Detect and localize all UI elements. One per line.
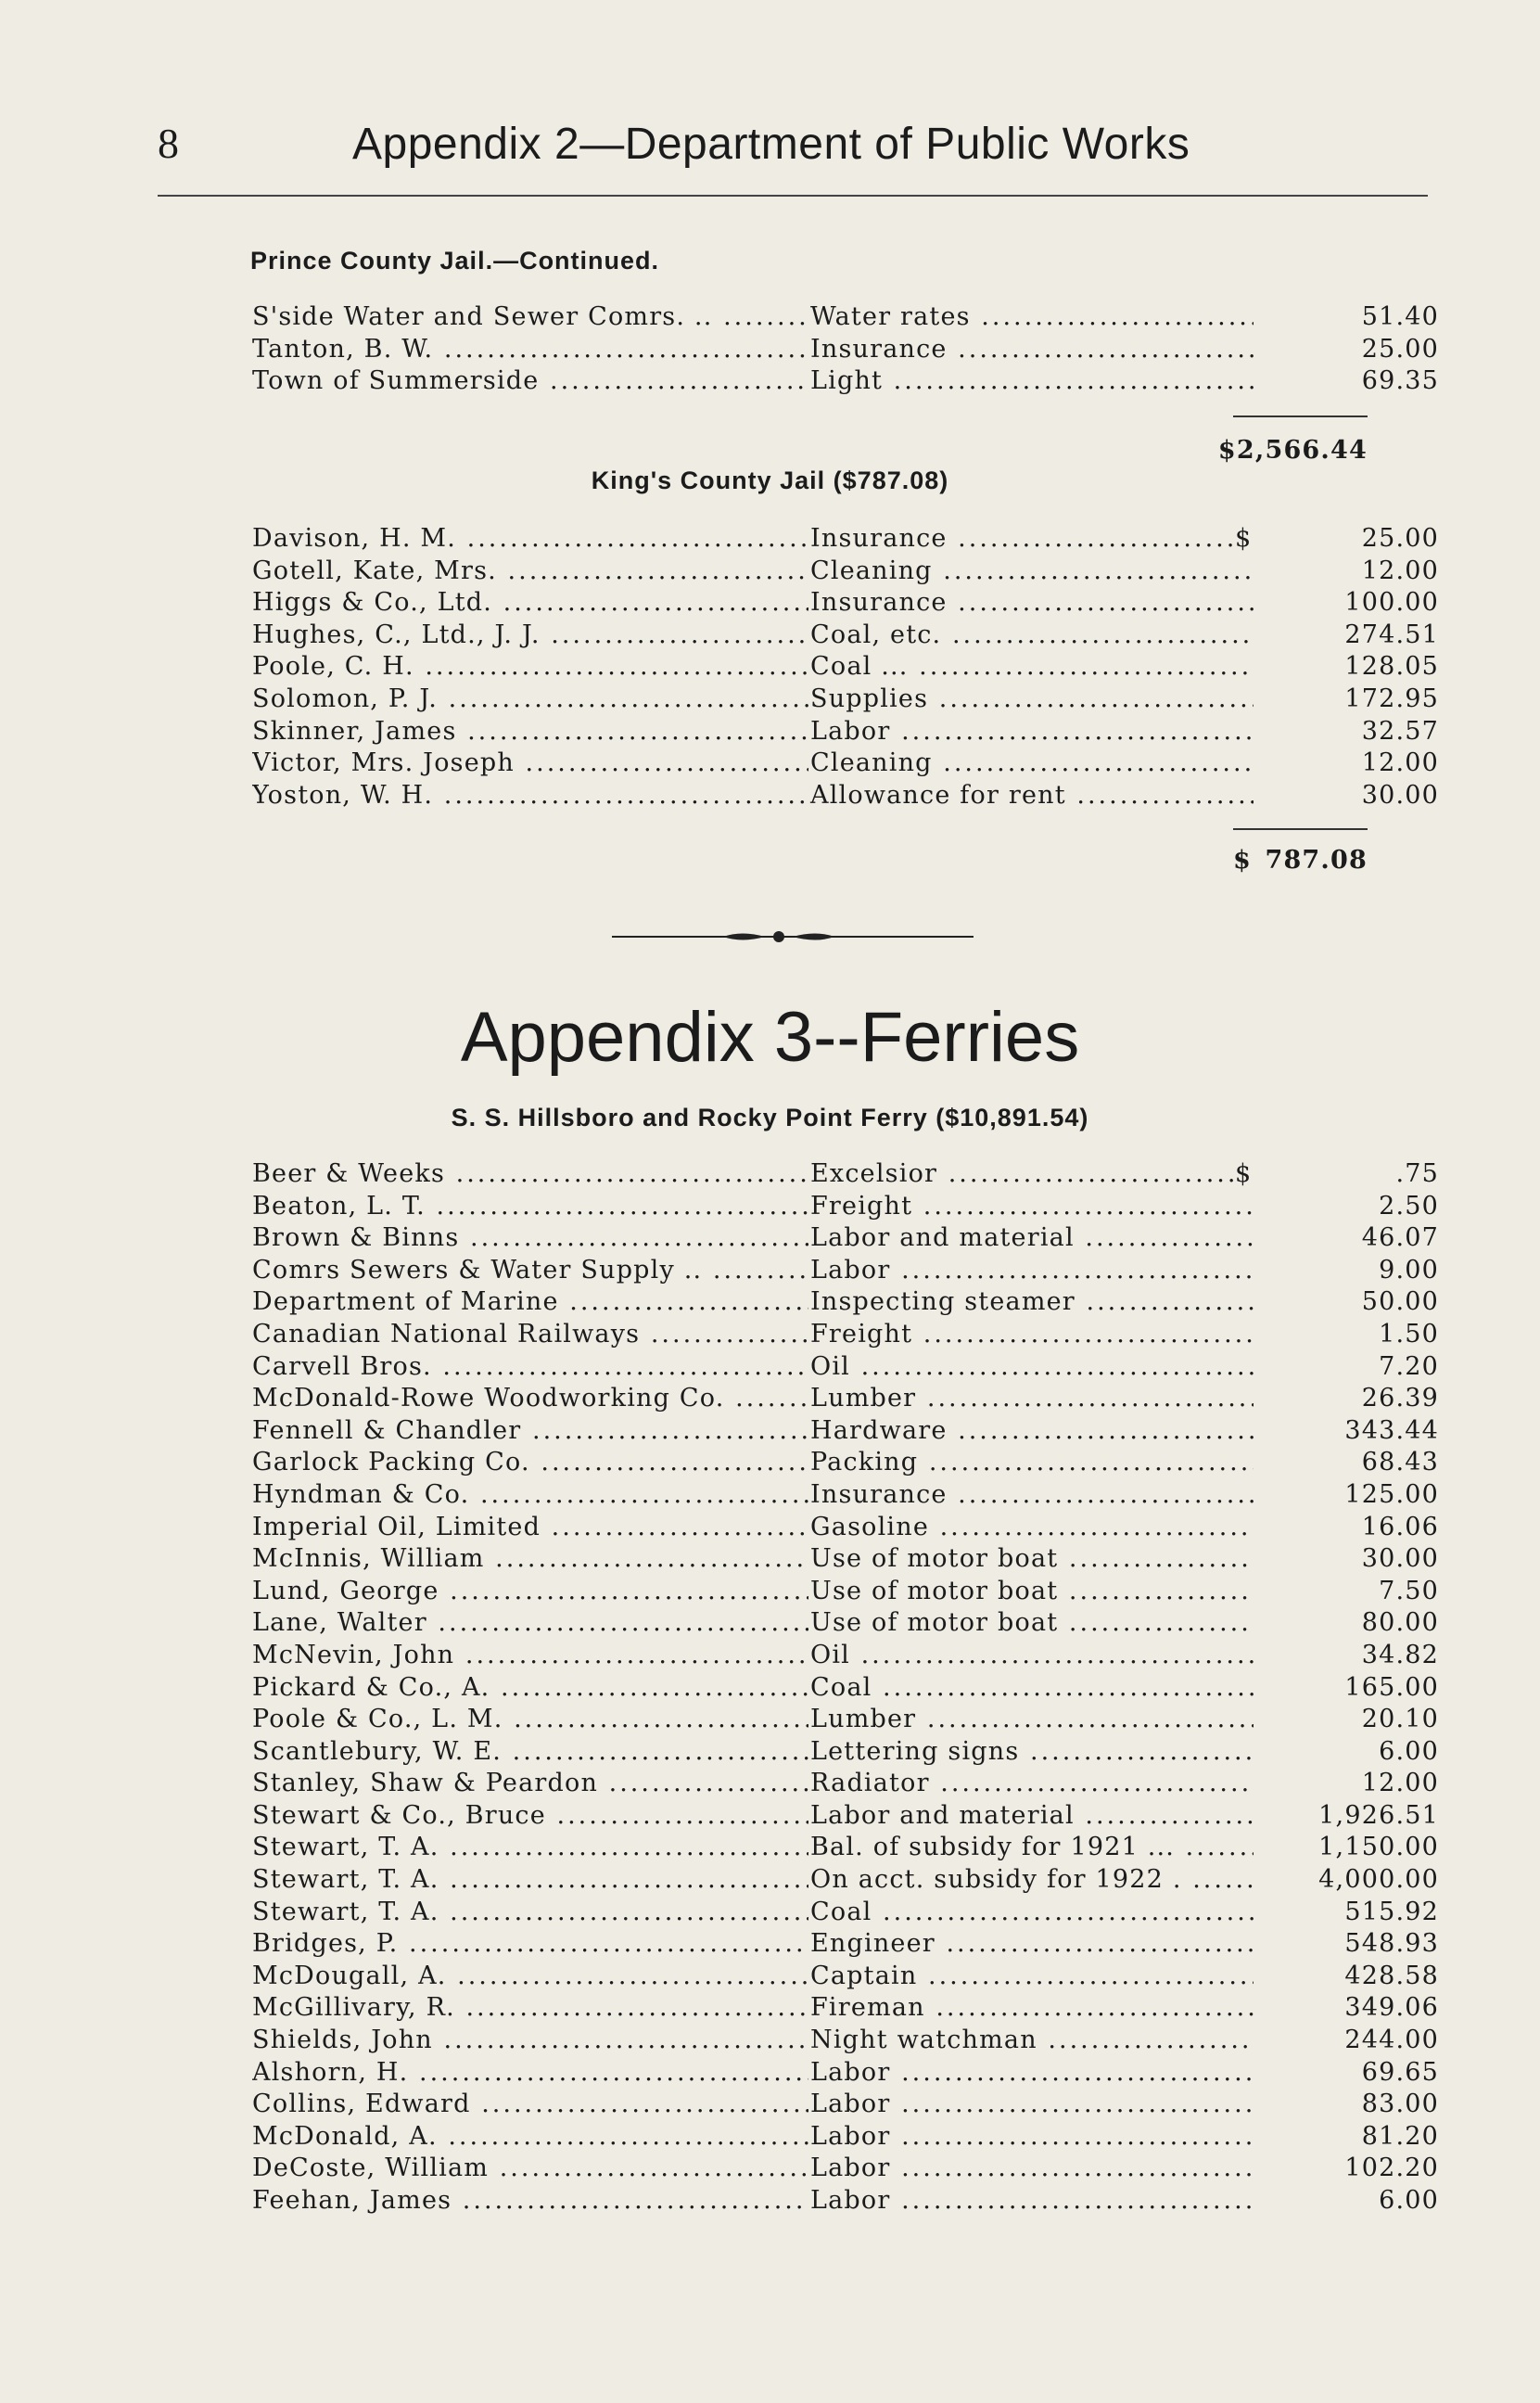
amount: 30.00 <box>1254 780 1439 812</box>
payee-name: Tanton, B. W. ..... <box>252 334 808 365</box>
payee-name: Hyndman & Co. ..... <box>252 1479 808 1511</box>
ferry-heading: S. S. Hillsboro and Rocky Point Ferry ($10,891.54) <box>451 1104 1089 1131</box>
kings-total <box>1159 846 1368 875</box>
expense-item: Fireman ..... <box>808 1992 1330 2024</box>
prince-total-value: $2,566.44 <box>1217 436 1368 465</box>
payee-name: Stewart, T. A. ..... <box>252 1832 808 1863</box>
table-row <box>252 2025 1439 2057</box>
payee-name: McDougall, A. ..... <box>252 1961 808 1992</box>
expense-item: Coal ... ..... <box>808 651 1330 683</box>
expense-item: Captain ..... <box>808 1961 1330 1992</box>
prince-heading: Prince County Jail.—Continued. <box>250 247 660 275</box>
table-row <box>252 716 1439 748</box>
table-row <box>252 1351 1439 1384</box>
amount: 50.00 <box>1254 1286 1439 1318</box>
amount: 102.20 <box>1254 2153 1439 2184</box>
expense-item: Insurance ..... <box>808 523 1330 555</box>
amount: 1.50 <box>1254 1319 1439 1350</box>
amount: 7.20 <box>1254 1351 1439 1383</box>
payee-name: Department of Marine ..... <box>252 1286 808 1318</box>
payee-name: Stewart, T. A. ..... <box>252 1897 808 1928</box>
table-row <box>252 748 1439 780</box>
expense-item: Use of motor boat ..... <box>808 1543 1330 1575</box>
amount: 34.82 <box>1254 1640 1439 1671</box>
payee-name: Beaton, L. T. ..... <box>252 1191 808 1222</box>
payee-name: S'side Water and Sewer Comrs. .. ..... <box>252 301 808 333</box>
expense-item: Labor ..... <box>808 2121 1330 2153</box>
expense-item: Freight ..... <box>808 1191 1330 1222</box>
kings-total-dollar: $ <box>1233 846 1252 875</box>
kings-total-value: 787.08 <box>1265 846 1368 875</box>
expense-item: On acct. subsidy for 1922 . ..... <box>808 1864 1330 1896</box>
expense-item: Radiator ..... <box>808 1768 1330 1799</box>
payee-name: McDonald, A. ..... <box>252 2121 808 2153</box>
table-row <box>252 1961 1439 1993</box>
expense-item: Cleaning ..... <box>808 748 1330 779</box>
table-row <box>252 1992 1439 2025</box>
payee-name: Skinner, James ..... <box>252 716 808 748</box>
table-row <box>252 1672 1439 1705</box>
table-row <box>252 1286 1439 1319</box>
payee-name: Stewart & Co., Bruce ..... <box>252 1800 808 1832</box>
table-row <box>252 556 1439 588</box>
ferry-table <box>252 1158 1439 2218</box>
payee-name: McNevin, John ..... <box>252 1640 808 1671</box>
expense-item: Labor and material ..... <box>808 1222 1330 1254</box>
payee-name: DeCoste, William ..... <box>252 2153 808 2184</box>
payee-name: Alshorn, H. ..... <box>252 2057 808 2089</box>
table-row <box>252 1576 1439 1608</box>
amount: 4,000.00 <box>1254 1864 1439 1896</box>
payee-name: Solomon, P. J. ..... <box>252 684 808 715</box>
expense-item: Insurance ..... <box>808 1479 1330 1511</box>
payee-name: Davison, H. M. ..... <box>252 523 808 555</box>
amount: 69.35 <box>1254 365 1439 397</box>
expense-item: Oil ..... <box>808 1351 1330 1383</box>
expense-item: Lettering signs ..... <box>808 1736 1330 1768</box>
amount: 2.50 <box>1254 1191 1439 1222</box>
payee-name: Canadian National Railways ..... <box>252 1319 808 1350</box>
expense-item: Labor ..... <box>808 2089 1330 2120</box>
table-row <box>252 1222 1439 1255</box>
header-rule <box>158 195 1428 197</box>
table-row <box>252 2185 1439 2218</box>
table-row <box>252 1864 1439 1897</box>
expense-item: Insurance ..... <box>808 587 1330 619</box>
payee-name: Brown & Binns ..... <box>252 1222 808 1254</box>
amount: 26.39 <box>1254 1383 1439 1414</box>
table-row <box>252 1158 1439 1191</box>
payee-name: Higgs & Co., Ltd. ..... <box>252 587 808 619</box>
payee-name: Carvell Bros. ..... <box>252 1351 808 1383</box>
amount: 274.51 <box>1254 620 1439 651</box>
kings-total-rule <box>1233 828 1368 830</box>
payee-name: Garlock Packing Co. ..... <box>252 1447 808 1478</box>
table-row <box>252 1607 1439 1640</box>
amount: 9.00 <box>1254 1255 1439 1286</box>
expense-item: Gasoline ..... <box>808 1512 1330 1543</box>
table-row <box>252 1736 1439 1769</box>
amount: 172.95 <box>1254 684 1439 715</box>
expense-item: Coal ..... <box>808 1897 1330 1928</box>
table-row <box>252 1255 1439 1287</box>
table-row <box>252 1191 1439 1223</box>
payee-name: Stewart, T. A. ..... <box>252 1864 808 1896</box>
table-row <box>252 1512 1439 1544</box>
payee-name: Town of Summerside ..... <box>252 365 808 397</box>
expense-item: Labor and material ..... <box>808 1800 1330 1832</box>
expense-item: Inspecting steamer ..... <box>808 1286 1330 1318</box>
amount: 12.00 <box>1254 748 1439 779</box>
amount: 548.93 <box>1254 1928 1439 1960</box>
expense-item: Labor ..... <box>808 2153 1330 2184</box>
expense-item: Bal. of subsidy for 1921 ... ..... <box>808 1832 1330 1863</box>
prince-table <box>252 301 1439 398</box>
expense-item: Cleaning ..... <box>808 556 1330 587</box>
expense-item: Labor ..... <box>808 2057 1330 2089</box>
table-row <box>252 1543 1439 1576</box>
page-number: 8 <box>158 120 179 167</box>
payee-name: Comrs Sewers & Water Supply .. ..... <box>252 1255 808 1286</box>
table-row <box>252 587 1439 620</box>
expense-item: Lumber ..... <box>808 1704 1330 1735</box>
payee-name: Gotell, Kate, Mrs. ..... <box>252 556 808 587</box>
payee-name: Poole & Co., L. M. ..... <box>252 1704 808 1735</box>
table-row <box>252 2153 1439 2185</box>
amount: 100.00 <box>1254 587 1439 619</box>
expense-item: Supplies ..... <box>808 684 1330 715</box>
payee-name: Yoston, W. H. ..... <box>252 780 808 812</box>
payee-name: McInnis, William ..... <box>252 1543 808 1575</box>
table-row <box>252 1832 1439 1864</box>
prince-total <box>1159 436 1368 465</box>
expense-item: Insurance ..... <box>808 334 1330 365</box>
expense-item: Coal, etc. ..... <box>808 620 1330 651</box>
table-row <box>252 620 1439 652</box>
amount: 128.05 <box>1254 651 1439 683</box>
table-row <box>252 1704 1439 1736</box>
table-row <box>252 2057 1439 2090</box>
table-row <box>252 684 1439 716</box>
payee-name: Fennell & Chandler ..... <box>252 1415 808 1447</box>
expense-item: Water rates ..... <box>808 301 1330 333</box>
amount: 81.20 <box>1254 2121 1439 2153</box>
amount: 165.00 <box>1254 1672 1439 1704</box>
payee-name: Scantlebury, W. E. ..... <box>252 1736 808 1768</box>
table-row <box>252 334 1439 366</box>
table-row <box>252 2089 1439 2121</box>
table-row <box>252 1768 1439 1800</box>
amount: 83.00 <box>1254 2089 1439 2120</box>
payee-name: Stanley, Shaw & Peardon ..... <box>252 1768 808 1799</box>
expense-item: Use of motor boat ..... <box>808 1576 1330 1607</box>
table-row <box>252 301 1439 334</box>
expense-item: Use of motor boat ..... <box>808 1607 1330 1639</box>
amount: 69.65 <box>1254 2057 1439 2089</box>
expense-item: Lumber ..... <box>808 1383 1330 1414</box>
expense-item: Light ..... <box>808 365 1330 397</box>
expense-item: Excelsior ..... <box>808 1158 1330 1190</box>
amount: 125.00 <box>1254 1479 1439 1511</box>
payee-name: Shields, John ..... <box>252 2025 808 2056</box>
amount: 51.40 <box>1254 301 1439 333</box>
payee-name: Poole, C. H. ..... <box>252 651 808 683</box>
table-row <box>252 1415 1439 1448</box>
kings-table <box>252 523 1439 812</box>
amount: 7.50 <box>1254 1576 1439 1607</box>
amount: 1,926.51 <box>1254 1800 1439 1832</box>
expense-item: Hardware ..... <box>808 1415 1330 1447</box>
expense-item: Allowance for rent ..... <box>808 780 1330 812</box>
expense-item: Night watchman ..... <box>808 2025 1330 2056</box>
table-row <box>252 1319 1439 1351</box>
payee-name: McDonald-Rowe Woodworking Co. ..... <box>252 1383 808 1414</box>
table-row <box>252 1383 1439 1415</box>
payee-name: Beer & Weeks ..... <box>252 1158 808 1190</box>
amount: 25.00 <box>1254 523 1439 555</box>
amount: .75 <box>1254 1158 1439 1190</box>
expense-item: Packing ..... <box>808 1447 1330 1478</box>
amount: 20.10 <box>1254 1704 1439 1735</box>
running-title: Appendix 2—Department of Public Works <box>352 120 1190 169</box>
expense-item: Engineer ..... <box>808 1928 1330 1960</box>
expense-item: Labor ..... <box>808 2185 1330 2217</box>
dollar-sign: $ <box>1235 523 1272 555</box>
amount: 6.00 <box>1254 1736 1439 1768</box>
table-row <box>252 1479 1439 1512</box>
payee-name: Pickard & Co., A. ..... <box>252 1672 808 1704</box>
amount: 25.00 <box>1254 334 1439 365</box>
expense-item: Oil ..... <box>808 1640 1330 1671</box>
expense-item: Freight ..... <box>808 1319 1330 1350</box>
payee-name: Lane, Walter ..... <box>252 1607 808 1639</box>
payee-name: Collins, Edward ..... <box>252 2089 808 2120</box>
payee-name: McGillivary, R. ..... <box>252 1992 808 2024</box>
payee-name: Feehan, James ..... <box>252 2185 808 2217</box>
amount: 68.43 <box>1254 1447 1439 1478</box>
kings-heading: King's County Jail ($787.08) <box>591 467 949 494</box>
amount: 32.57 <box>1254 716 1439 748</box>
amount: 343.44 <box>1254 1415 1439 1447</box>
table-row <box>252 1897 1439 1929</box>
payee-name: Victor, Mrs. Joseph ..... <box>252 748 808 779</box>
payee-name: Imperial Oil, Limited ..... <box>252 1512 808 1543</box>
payee-name: Bridges, P. ..... <box>252 1928 808 1960</box>
table-row <box>252 651 1439 684</box>
amount: 16.06 <box>1254 1512 1439 1543</box>
dollar-sign: $ <box>1235 1158 1272 1190</box>
amount: 6.00 <box>1254 2185 1439 2217</box>
table-row <box>252 2121 1439 2154</box>
table-row <box>252 780 1439 812</box>
table-row <box>252 1447 1439 1479</box>
expense-item: Coal ..... <box>808 1672 1330 1704</box>
amount: 80.00 <box>1254 1607 1439 1639</box>
amount: 30.00 <box>1254 1543 1439 1575</box>
payee-name: Lund, George ..... <box>252 1576 808 1607</box>
page-header <box>158 119 1437 184</box>
amount: 349.06 <box>1254 1992 1439 2024</box>
table-row <box>252 365 1439 398</box>
appendix-3-title: Appendix 3--Ferries <box>460 998 1080 1077</box>
amount: 244.00 <box>1254 2025 1439 2056</box>
ornament-divider <box>612 927 974 946</box>
amount: 515.92 <box>1254 1897 1439 1928</box>
amount: 12.00 <box>1254 556 1439 587</box>
table-row <box>252 1928 1439 1961</box>
amount: 12.00 <box>1254 1768 1439 1799</box>
table-row <box>252 1640 1439 1672</box>
amount: 1,150.00 <box>1254 1832 1439 1863</box>
expense-item: Labor ..... <box>808 716 1330 748</box>
table-row <box>252 523 1439 556</box>
payee-name: Hughes, C., Ltd., J. J. ..... <box>252 620 808 651</box>
amount: 428.58 <box>1254 1961 1439 1992</box>
prince-total-rule <box>1233 415 1368 417</box>
table-row <box>252 1800 1439 1833</box>
expense-item: Labor ..... <box>808 1255 1330 1286</box>
amount: 46.07 <box>1254 1222 1439 1254</box>
